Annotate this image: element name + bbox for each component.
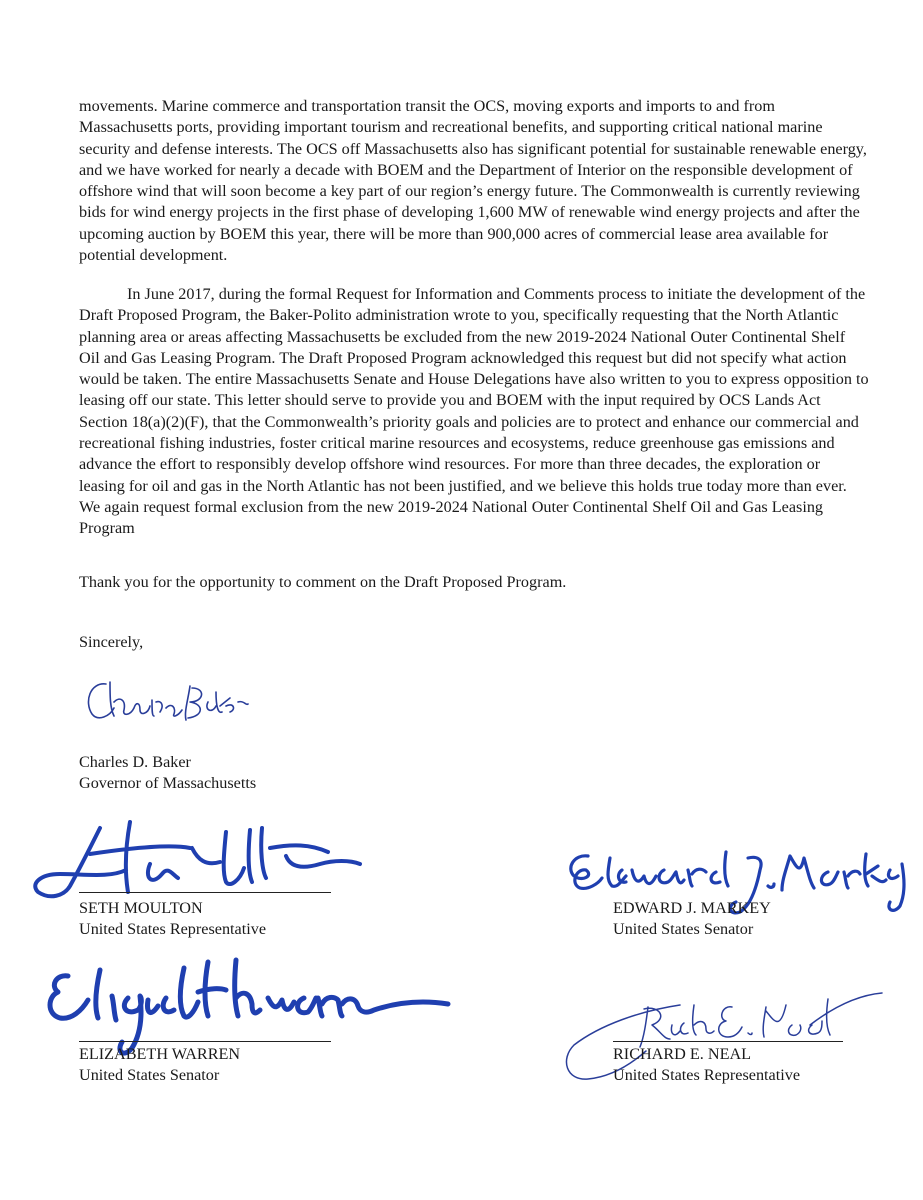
signatory-title-markey: United States Senator (613, 920, 754, 938)
signatory-name-baker: Charles D. Baker (79, 753, 191, 771)
signatory-title-moulton: United States Representative (79, 920, 267, 938)
signature-moulton (30, 808, 370, 908)
paragraph-1: movements. Marine commerce and transportation transit the OCS, moving exports and imports to and from Massachusetts ports, providing important tourism and recreational benefits, and supporting critical national marine security and defense interests. The OCS off Massachusetts also has significant potential for sustainable renewable energy, and we have worked for nearly a decade with BOEM and the Department of Interior on the responsible development of offshore wind that will soon become a key part of our region’s energy future. The Commonwealth is currently reviewing bids for wind energy projects in the first phase of developing 1,600 MW of renewable wind energy projects and after the upcoming auction by BOEM this year, there will be more than 900,000 acres of commercial lease area available for potential development. (79, 97, 867, 265)
signatory-name-moulton: SETH MOULTON (79, 899, 203, 917)
signatory-name-neal: RICHARD E. NEAL (613, 1045, 752, 1063)
signatory-title-baker: Governor of Massachusetts (79, 774, 257, 792)
signatory-name-warren: ELIZABETH WARREN (79, 1045, 241, 1063)
signature-line-moulton (79, 892, 331, 893)
paragraph-2: In June 2017, during the formal Request for Information and Comments process to initiate the development of the Draft Proposed Program, the Baker-Polito administration wrote to you, specifically requesting that the North Atlantic planning area or areas affecting Massachusetts be excluded from the new 2019-2024 National Outer Continental Shelf Oil and Gas Leasing Program. The Draft Proposed Program acknowledged this request but did not specify what action would be taken. The entire Massachusetts Senate and House Delegations have also written to you to express opposition to leasing off our state. This letter should serve to provide you and BOEM with the input required by OCS Lands Act Section 18(a)(2)(F), that the Commonwealth’s priority goals and policies are to protect and enhance our commercial and recreational fishing industries, foster critical marine resources and ecosystems, reduce greenhouse gas emissions and advance the effort to responsibly develop offshore wind resources. For more than three decades, the exploration or leasing for oil and gas in the North Atlantic has not been justified, and we believe this holds true today more than ever. We again request formal exclusion from the new 2019-2024 National Outer Continental Shelf Oil and Gas Leasing Program (79, 285, 869, 538)
signatory-title-neal: United States Representative (613, 1066, 801, 1084)
signatory-title-warren: United States Senator (79, 1066, 220, 1084)
signature-baker-ink (80, 672, 280, 732)
paragraph-3: Thank you for the opportunity to comment on the Draft Proposed Program. (79, 573, 567, 591)
signature-baker (80, 672, 280, 732)
closing-salutation: Sincerely, (79, 633, 144, 651)
signature-line-neal (613, 1041, 843, 1042)
signature-line-warren (79, 1041, 331, 1042)
signatory-name-markey: EDWARD J. MARKEY (613, 899, 771, 917)
signature-moulton-ink (30, 808, 370, 908)
